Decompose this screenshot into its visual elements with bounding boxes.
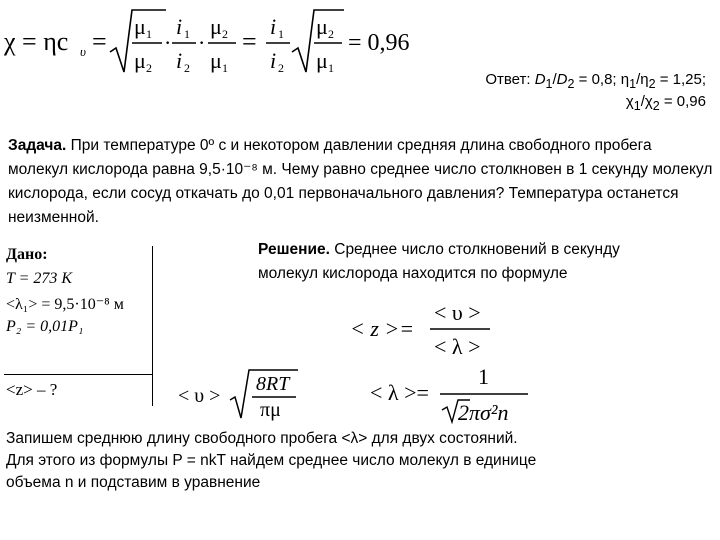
formula-lhs-sub: υ <box>80 44 86 59</box>
formula-eq: = <box>92 27 107 56</box>
answer-eta2: η <box>640 71 649 88</box>
z-formula <box>350 296 510 360</box>
answer-eta1-sub: 1 <box>629 77 637 91</box>
v-formula-num: 8RT <box>256 373 290 395</box>
answer-slash-1: / <box>552 71 557 88</box>
bottom-line-2: Для этого из формулы P = nkT найдем среднее число молекул в единице <box>6 452 537 469</box>
task-label: Задача. <box>8 137 67 154</box>
answer-chi1-sub: 1 <box>633 99 641 113</box>
find-z: <z> – ? <box>6 380 58 399</box>
given-pressure: P₂ = 0,01P₁ <box>6 318 84 335</box>
i2-den-2-sub: 2 <box>278 61 284 75</box>
i2-den-2: i <box>270 48 277 73</box>
top-formula-graphic <box>4 6 424 78</box>
i1-num-2: i <box>270 14 277 39</box>
mu1-den-3: μ <box>316 48 328 73</box>
answer-D2: D <box>556 71 568 88</box>
answer-line-1 <box>485 71 706 91</box>
formula-result: = 0,96 <box>348 30 410 56</box>
answer-eta2-sub: 2 <box>648 77 656 91</box>
lambda-formula-den: 2πσ²n <box>458 400 509 424</box>
answer-chi-value: = 0,96 <box>659 93 706 110</box>
given-title: Дано: <box>6 246 48 263</box>
bottom-line-3: объема n и подставим в уравнение <box>6 474 261 491</box>
answer-prefix: Ответ: <box>485 71 535 88</box>
dot-1: · <box>164 30 172 55</box>
mu2-num-2-sub: 2 <box>222 27 228 41</box>
top-formula <box>4 6 424 78</box>
given-horizontal-divider <box>4 374 152 375</box>
lambda-formula <box>370 364 540 424</box>
i1-num-1: i <box>176 14 183 39</box>
answer-eta-value: = 1,25; <box>655 71 706 88</box>
solution-text: Среднее число столкновений в секунду молекул кислорода находится по формуле <box>258 241 620 282</box>
answer-eta1: η <box>620 71 630 88</box>
answer-line-2 <box>626 93 706 113</box>
task-paragraph <box>8 134 713 230</box>
answer-D1-sub: 1 <box>545 77 553 91</box>
z-formula-num: < υ > <box>434 300 481 325</box>
given-vertical-divider <box>152 246 153 406</box>
mu2-num-3: μ <box>316 14 328 39</box>
given-temperature: T = 273 К <box>6 270 73 287</box>
answer-D1: D <box>534 71 546 88</box>
task-text: При температуре 0º с и некотором давлении средняя длина свободного пробега молекул кислорода равна 9,5·10⁻⁸ м. Чему равно среднее число столкновен в 1 секунду молекул кислорода, если сосуд откачать до 0,01 первоначального давления? Температура останется неизменной. <box>8 137 713 226</box>
solution-label: Решение. <box>258 241 330 258</box>
v-formula-den: πμ <box>260 399 281 421</box>
mu2-den-1: μ <box>134 48 146 73</box>
bottom-paragraph <box>6 428 706 494</box>
i1-num-1-sub: 1 <box>184 27 190 41</box>
v-formula <box>178 366 308 422</box>
i2-den-1-sub: 2 <box>184 61 190 75</box>
mu2-num-2: μ <box>210 14 222 39</box>
answer-slash-2: / <box>636 71 641 88</box>
mu2-den-1-sub: 2 <box>146 61 152 75</box>
answer-slash-3: / <box>640 93 645 110</box>
answer-D-value: = 0,8; <box>574 71 621 88</box>
answer-D2-sub: 2 <box>567 77 575 91</box>
z-formula-den: < λ > <box>434 334 481 359</box>
lambda-formula-lhs: < λ >= <box>370 380 429 405</box>
lambda-formula-num: 1 <box>478 364 489 389</box>
dot-2: · <box>198 30 206 55</box>
i1-num-2-sub: 1 <box>278 27 284 41</box>
answer-chi1: χ <box>625 93 634 110</box>
mu1-den-2: μ <box>210 48 222 73</box>
mu2-num-3-sub: 2 <box>328 27 334 41</box>
given-lambda: <λ₁> = 9,5·10⁻⁸ м <box>6 296 124 313</box>
formula-lhs: χ = ηc <box>4 27 69 56</box>
formula-eq-2: = <box>242 27 257 56</box>
bottom-line-1: Запишем среднюю длину свободного пробега <λ> для двух состояний. <box>6 430 518 447</box>
v-formula-lhs: < υ > <box>178 385 221 407</box>
mu1-den-3-sub: 1 <box>328 61 334 75</box>
answer-chi2-sub: 2 <box>652 99 660 113</box>
i2-den-1: i <box>176 48 183 73</box>
answer-chi2: χ <box>644 93 653 110</box>
solution-paragraph <box>258 238 678 286</box>
mu1-den-2-sub: 1 <box>222 61 228 75</box>
z-formula-lhs: < z >= <box>350 316 415 341</box>
mu1-num-1-sub: 1 <box>146 27 152 41</box>
mu1-num-1: μ <box>134 14 146 39</box>
